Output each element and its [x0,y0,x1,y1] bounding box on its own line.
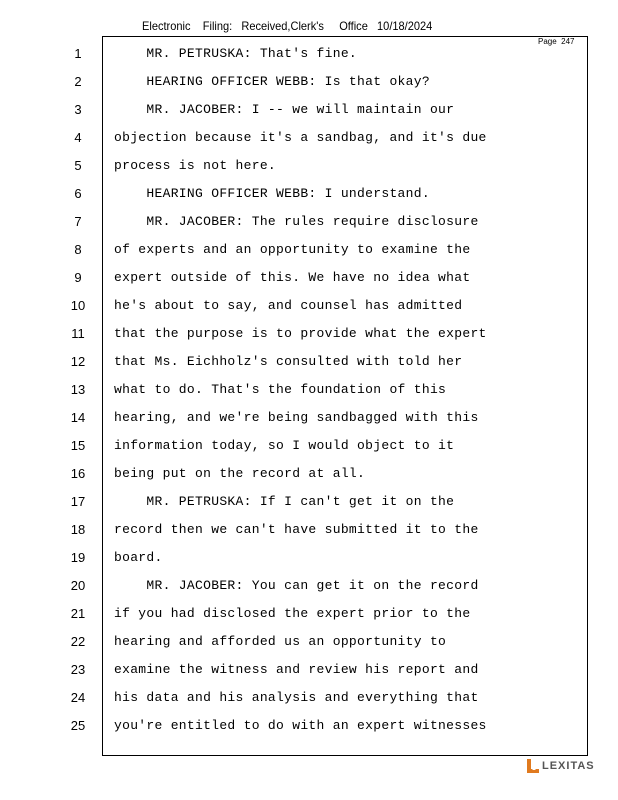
transcript-line: information today, so I would object to it [114,438,455,453]
transcript-line: hearing and afforded us an opportunity to [114,634,447,649]
transcript-line: his data and his analysis and everything that [114,690,479,705]
transcript-line: what to do. That's the foundation of this [114,382,447,397]
line-number: 23 [70,662,86,677]
line-number: 22 [70,634,86,649]
line-number: 13 [70,382,86,397]
line-number: 20 [70,578,86,593]
line-number: 25 [70,718,86,733]
line-number: 24 [70,690,86,705]
transcript-line: that the purpose is to provide what the expert [114,326,487,341]
transcript-line: record then we can't have submitted it to the [114,522,479,537]
lexitas-logo-text: LEXITAS [542,760,595,772]
line-number: 10 [70,298,86,313]
transcript-line: if you had disclosed the expert prior to the [114,606,471,621]
page-number: Page 247 [538,37,575,46]
transcript-line: HEARING OFFICER WEBB: I understand. [114,186,430,201]
lexitas-logo-icon [526,758,540,774]
transcript-line: HEARING OFFICER WEBB: Is that okay? [114,74,430,89]
line-number: 7 [74,214,82,229]
line-number: 15 [70,438,86,453]
transcript-line: of experts and an opportunity to examine the [114,242,471,257]
line-number: 9 [74,270,82,285]
line-number: 8 [74,242,82,257]
transcript-line: examine the witness and review his report and [114,662,479,677]
line-number: 5 [74,158,82,173]
line-number: 18 [70,522,86,537]
transcript-line: MR. JACOBER: The rules require disclosure [114,214,479,229]
transcript-line: MR. JACOBER: I -- we will maintain our [114,102,455,117]
lexitas-logo [526,758,595,774]
transcript-line: that Ms. Eichholz's consulted with told her [114,354,463,369]
line-number: 17 [70,494,86,509]
line-number: 6 [74,186,82,201]
line-number: 19 [70,550,86,565]
line-number: 12 [70,354,86,369]
line-number: 11 [71,326,85,341]
line-number: 14 [70,410,86,425]
transcript-line: expert outside of this. We have no idea what [114,270,471,285]
transcript-line: you're entitled to do with an expert witnesses [114,718,487,733]
transcript-line: objection because it's a sandbag, and it's due [114,130,487,145]
line-number: 4 [74,130,82,145]
line-number: 3 [74,102,82,117]
line-number: 21 [70,606,86,621]
transcript-line: process is not here. [114,158,277,173]
transcript-line: board. [114,550,163,565]
transcript-line: hearing, and we're being sandbagged with this [114,410,479,425]
line-number: 2 [74,74,82,89]
line-number: 16 [70,466,86,481]
transcript-line: MR. PETRUSKA: That's fine. [114,46,358,61]
transcript-line: being put on the record at all. [114,466,366,481]
transcript-line: MR. JACOBER: You can get it on the record [114,578,479,593]
transcript-line: he's about to say, and counsel has admitted [114,298,463,313]
line-number: 1 [74,46,82,61]
transcript-line: MR. PETRUSKA: If I can't get it on the [114,494,455,509]
filing-stamp: Electronic Filing: Received,Clerk's Office 10/18/2024 [142,19,433,33]
